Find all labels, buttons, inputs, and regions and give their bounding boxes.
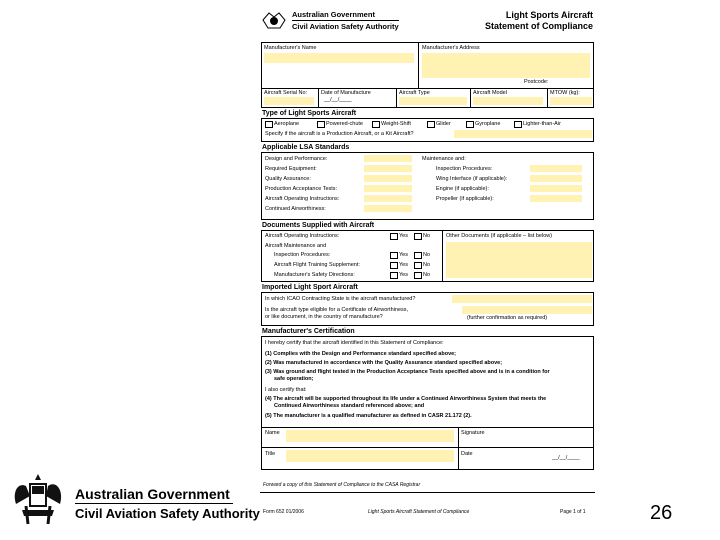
- date-of-manufacture-field[interactable]: __/__/____: [324, 97, 352, 103]
- kit-question: Specify if the aircraft is a Production Aircraft, or a Kit Aircraft?: [265, 131, 414, 137]
- type-box: [261, 118, 594, 142]
- std-field[interactable]: [364, 175, 412, 182]
- std-label: Aircraft Operating Instructions:: [265, 196, 340, 202]
- imported-box: [261, 292, 594, 326]
- doc-label: Manufacturer's Safety Directions:: [274, 272, 355, 278]
- doc-yes-checkbox[interactable]: [390, 252, 398, 259]
- doc-label: Inspection Procedures:: [274, 252, 331, 258]
- doc-no-checkbox[interactable]: [414, 262, 422, 269]
- signature-label: Signature: [461, 430, 485, 436]
- form-header: [260, 6, 595, 42]
- doc-label: Aircraft Operating Instructions:: [265, 233, 340, 239]
- std-label: Quality Assurance:: [265, 176, 311, 182]
- form-page: Page 1 of 1: [560, 509, 586, 515]
- std-right-field[interactable]: [530, 165, 582, 172]
- manufacturer-name-field[interactable]: [264, 53, 414, 63]
- identity-box: [261, 42, 594, 108]
- name-label: Name: [265, 430, 280, 436]
- std-label: Production Acceptance Tests:: [265, 186, 338, 192]
- doc-yes-checkbox[interactable]: [390, 262, 398, 269]
- no-label: No: [423, 233, 431, 239]
- no-label: No: [423, 262, 431, 268]
- std-right-label: Wing Interface (if applicable):: [436, 176, 508, 182]
- form-number: Form 652 01/2006: [263, 509, 304, 515]
- doc-no-checkbox[interactable]: [414, 272, 422, 279]
- mtow-field[interactable]: [550, 97, 592, 105]
- doc-no-checkbox[interactable]: [414, 233, 422, 240]
- std-label: Design and Performance:: [265, 156, 328, 162]
- type-heading: Type of Light Sports Aircraft: [262, 110, 357, 117]
- serial-no-label: Aircraft Serial No:: [264, 90, 308, 96]
- imported-heading: Imported Light Sport Aircraft: [262, 284, 358, 291]
- cert-item: (4) The aircraft will be supported throughout its life under a Continued Airworthiness System that meets the: [265, 396, 547, 402]
- form-title-line2: Statement of Compliance: [484, 21, 593, 31]
- no-label: No: [423, 272, 431, 278]
- cert-item: (3) Was ground and flight tested in the Production Acceptance Tests specified above and is in a condition for: [265, 369, 550, 375]
- date-label: Date: [461, 451, 473, 457]
- title-field[interactable]: [286, 450, 454, 462]
- glider-checkbox[interactable]: [427, 121, 435, 128]
- eligibility-question-1: Is the aircraft type eligible for a Certificate of Airworthiness,: [265, 307, 409, 313]
- type-option-label: Lighter-than-Air: [523, 121, 561, 127]
- maintenance-heading: Maintenance and:: [422, 156, 466, 162]
- forward-note: Forward a copy of this Statement of Compliance to the CASA Registrar: [263, 482, 421, 488]
- aircraft-model-field[interactable]: [473, 97, 543, 105]
- certification-box: [261, 336, 594, 470]
- type-option-label: Weight-Shift: [381, 121, 411, 127]
- no-label: No: [423, 252, 431, 258]
- std-right-field[interactable]: [530, 175, 582, 182]
- type-option-label: Powered-chute: [326, 121, 363, 127]
- std-label: Required Equipment:: [265, 166, 317, 172]
- slide-logo: [8, 470, 260, 530]
- manufacturer-address-field[interactable]: [422, 53, 590, 78]
- std-right-label: Propeller (if applicable):: [436, 196, 494, 202]
- form-title: [485, 10, 593, 32]
- doc-yes-checkbox[interactable]: [390, 233, 398, 240]
- form-gov-block: [292, 10, 399, 31]
- aircraft-model-label: Aircraft Model: [473, 90, 507, 96]
- cert-item: I also certify that:: [265, 387, 307, 393]
- std-right-field[interactable]: [530, 185, 582, 192]
- weight-shift-checkbox[interactable]: [372, 121, 380, 128]
- manufacturer-name-label: Manufacturer's Name: [264, 45, 317, 51]
- certification-heading: Manufacturer's Certification: [262, 328, 355, 335]
- cert-item: safe operation;: [274, 376, 314, 382]
- form-footer-name: Light Sports Aircraft Statement of Compliance: [368, 509, 470, 515]
- std-field[interactable]: [364, 155, 412, 162]
- title-label: Title: [265, 451, 276, 457]
- cert-date-field[interactable]: __/__/____: [552, 455, 580, 461]
- eligibility-question-2: or like document, in the country of manufacture?: [265, 314, 383, 320]
- std-field[interactable]: [364, 185, 412, 192]
- powered-chute-checkbox[interactable]: [317, 121, 325, 128]
- doc-label: Aircraft Flight Training Supplement:: [274, 262, 360, 268]
- slide-page-number: 26: [650, 502, 673, 524]
- form-agency-name: Civil Aviation Safety Authority: [292, 22, 399, 31]
- cert-item: Continued Airworthiness standard referenced above; and: [274, 403, 425, 409]
- crest-icon: [260, 8, 288, 32]
- std-right-label: Inspection Procedures:: [436, 166, 493, 172]
- name-field[interactable]: [286, 430, 454, 442]
- mtow-label: MTOW (kg):: [550, 90, 580, 96]
- lighter-than-air-checkbox[interactable]: [514, 121, 522, 128]
- doc-yes-checkbox[interactable]: [390, 272, 398, 279]
- std-field[interactable]: [364, 195, 412, 202]
- icao-question: In which ICAO Contracting State is the aircraft manufactured?: [265, 296, 416, 302]
- cert-item: (5) The manufacturer is a qualified manufacturer as defined in CASR 21.172 (2).: [265, 413, 472, 419]
- eligibility-field[interactable]: [462, 306, 592, 314]
- standards-heading: Applicable LSA Standards: [262, 144, 350, 151]
- documents-heading: Documents Supplied with Aircraft: [262, 222, 375, 229]
- type-option-label: Aeroplane: [274, 121, 300, 127]
- logo-gov-name: Australian Government: [75, 486, 230, 502]
- statement-of-compliance-form: [260, 6, 595, 516]
- std-field[interactable]: [364, 205, 412, 212]
- kit-answer-field[interactable]: [454, 130, 592, 138]
- cert-item: (2) Was manufactured in accordance with the Quality Assurance standard specified above;: [265, 360, 503, 366]
- doc-label: Aircraft Maintenance and: [265, 243, 327, 249]
- cert-item: (1) Complies with the Design and Performance standard specified above;: [265, 351, 457, 357]
- documents-box: [261, 230, 594, 282]
- other-documents-label: Other Documents (if applicable – list below): [446, 233, 553, 239]
- icao-state-field[interactable]: [452, 295, 592, 303]
- postcode-label: Postcode:: [524, 79, 549, 85]
- imported-note: (further confirmation as required): [467, 315, 548, 321]
- cert-intro: I hereby certify that the aircraft identified in this Statement of Compliance:: [265, 340, 444, 346]
- manufacturer-address-label: Manufacturer's Address: [422, 45, 480, 51]
- aircraft-type-label: Aircraft Type: [399, 90, 430, 96]
- serial-no-field[interactable]: [264, 97, 314, 105]
- coat-of-arms-icon: [8, 470, 68, 530]
- logo-agency-name: Civil Aviation Safety Authority: [75, 506, 260, 521]
- date-of-manufacture-label: Date of Manufacture: [321, 90, 371, 96]
- yes-label: Yes: [399, 252, 408, 258]
- std-label: Continued Airworthiness:: [265, 206, 326, 212]
- form-title-line1: Light Sports Aircraft: [505, 10, 593, 20]
- form-gov-name: Australian Government: [292, 10, 399, 21]
- yes-label: Yes: [399, 233, 408, 239]
- gyroplane-checkbox[interactable]: [466, 121, 474, 128]
- type-option-label: Gyroplane: [475, 121, 501, 127]
- yes-label: Yes: [399, 262, 408, 268]
- yes-label: Yes: [399, 272, 408, 278]
- std-right-label: Engine (if applicable):: [436, 186, 489, 192]
- aeroplane-checkbox[interactable]: [265, 121, 273, 128]
- std-right-field[interactable]: [530, 195, 582, 202]
- type-option-label: Glider: [436, 121, 451, 127]
- other-documents-field[interactable]: [446, 242, 592, 278]
- aircraft-type-field[interactable]: [399, 97, 467, 105]
- doc-no-checkbox[interactable]: [414, 252, 422, 259]
- std-field[interactable]: [364, 165, 412, 172]
- standards-box: [261, 152, 594, 220]
